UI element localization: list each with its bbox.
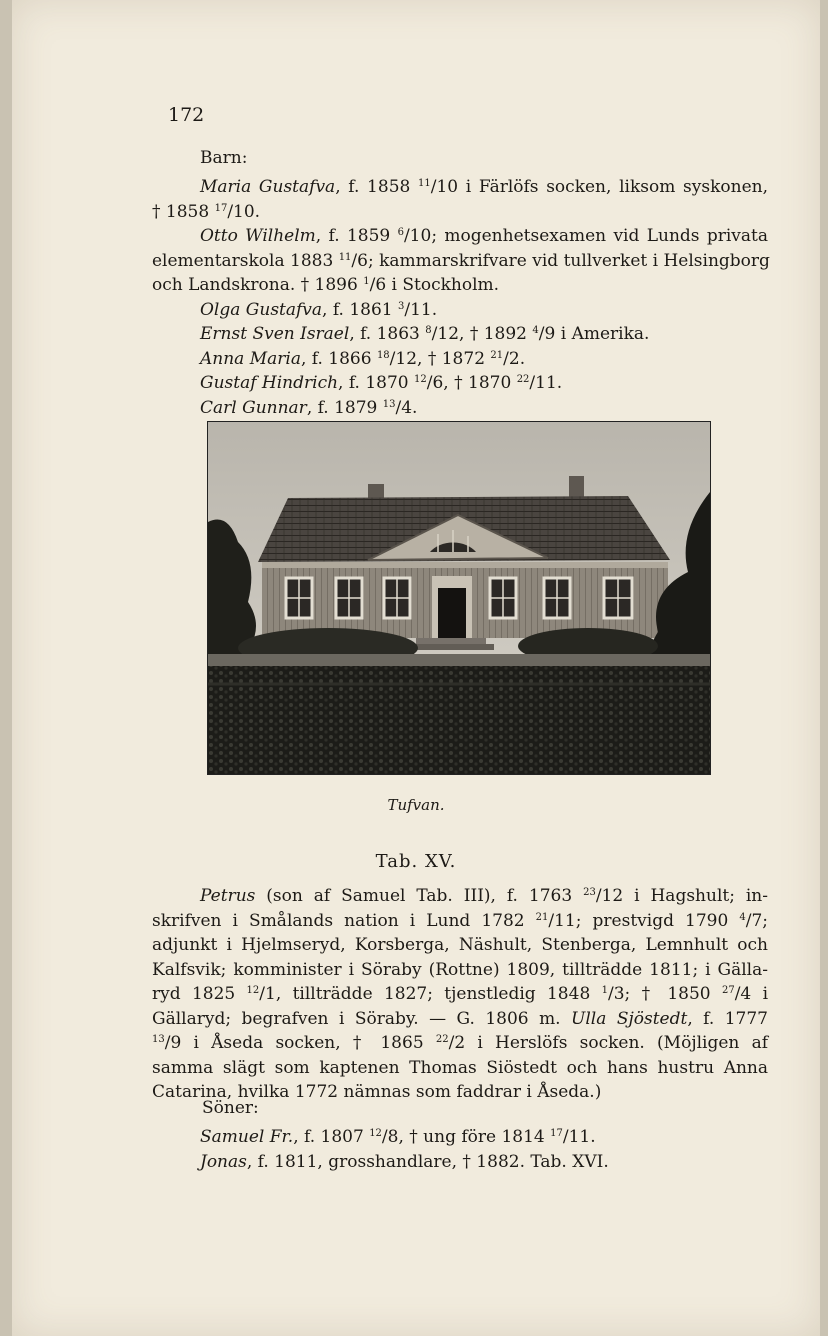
child-gustaf: Gustaf Hindrich, f. 1870 $^{12}$/6, † 1870 $^{22}$/11.	[200, 373, 563, 393]
son-jonas: Jonas, f. 1811, grosshandlare, † 1882. Tab. XVI.	[200, 1151, 609, 1172]
child-otto: Otto Wilhelm, f. 1859 $^6$/10; mogenhetsexamen vid Lunds privata	[200, 226, 768, 246]
petrus-line-1: Petrus (son af Samuel Tab. III), f. 1763 $^{23}$/12 i Hagshult; in-	[200, 886, 768, 906]
child-maria: Maria Gustafva, f. 1858 $^{11}$/10 i Färlöfs socken, liksom syskonen,	[200, 177, 768, 197]
house-photo-illustration	[208, 422, 710, 774]
petrus-paragraph	[152, 884, 768, 1105]
petrus-line-9: Catarina, hvilka 1772 nämnas som faddrar i Åseda.)	[152, 1082, 602, 1102]
table-heading: Tab. XV.	[375, 851, 457, 872]
petrus-line-4: Kalfsvik; komminister i Söraby (Rottne) 1809, tillträdde 1811; i Gälla-	[152, 959, 768, 980]
child-olga: Olga Gustafva, f. 1861 $^3$/11.	[200, 299, 438, 320]
petrus-line-3: adjunkt i Hjelmseryd, Korsberga, Näshult, Stenberga, Lemnhult och	[152, 935, 768, 955]
child-otto-cont2: och Landskrona. † 1896 $^1$/6 i Stockholm.	[152, 275, 500, 295]
photo-caption: Tufvan.	[387, 796, 445, 814]
child-anna: Anna Maria, f. 1866 $^{18}$/12, † 1872 $^{21}$/2.	[200, 348, 526, 369]
child-otto-cont: elementarskola 1883 $^{11}$/6; kammarskrifvare vid tullverket i Helsingborg	[152, 250, 770, 271]
petrus-line-5: ryd 1825 $^{12}$/1, tillträdde 1827; tjenstledig 1848 $^1$/3; † 1850 $^{27}$/4 i	[152, 984, 769, 1004]
children-list	[152, 175, 768, 420]
child-ernst: Ernst Sven Israel, f. 1863 $^8$/12, † 1892 $^4$/9 i Amerika.	[200, 324, 650, 344]
page-number: 172	[168, 104, 205, 126]
petrus-line-2: skrifven i Smålands nation i Lund 1782 $^{21}$/11; prestvigd 1790 $^4$/7;	[152, 910, 768, 931]
soner-heading: Söner:	[202, 1098, 259, 1118]
child-carl: Carl Gunnar, f. 1879 $^{13}$/4.	[200, 397, 418, 418]
child-maria-cont: † 1858 $^{17}$/10.	[152, 201, 261, 222]
house-photograph	[207, 421, 711, 775]
son-samuel: Samuel Fr., f. 1807 $^{12}$/8, † ung före 1814 $^{17}$/11.	[200, 1127, 596, 1147]
document-page	[12, 0, 820, 1336]
petrus-line-8: samma slägt som kaptenen Thomas Siöstedt och hans hustru Anna	[152, 1057, 768, 1078]
petrus-line-7: $^{13}$/9 i Åseda socken, † 1865 $^{22}$/2 i Herslöfs socken. (Möjligen af	[152, 1033, 769, 1053]
petrus-line-6: Gällaryd; begrafven i Söraby. — G. 1806 m. Ulla Sjöstedt, f. 1777	[152, 1008, 768, 1029]
barn-heading: Barn:	[200, 148, 248, 168]
sons-list	[152, 1125, 768, 1174]
